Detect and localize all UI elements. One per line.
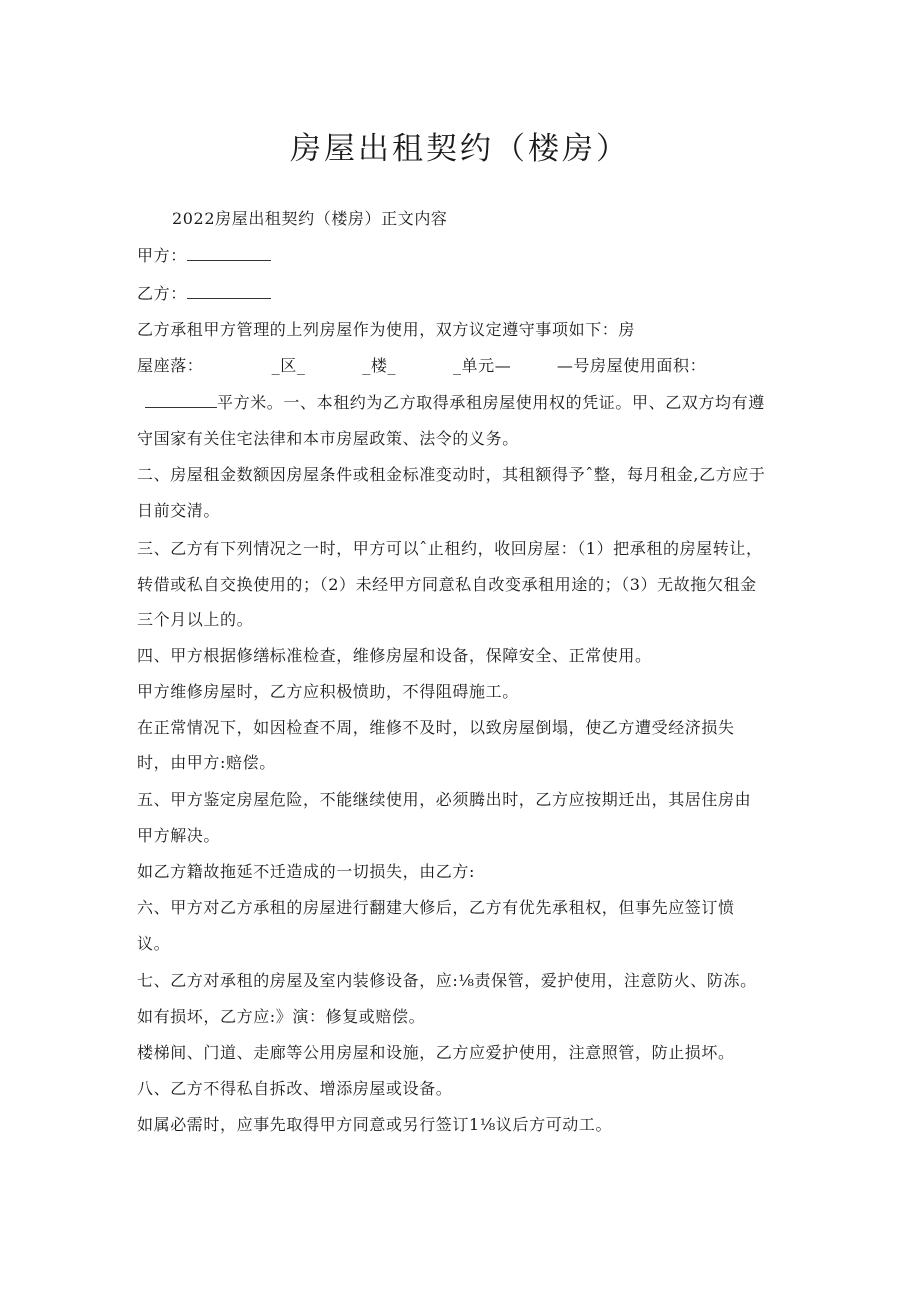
text-line: 如属必需时，应事先取得甲方同意或另行签订1⅛议后方可动工。 bbox=[137, 1115, 613, 1134]
party-a-blank bbox=[187, 246, 271, 261]
party-b-label: 乙方： bbox=[137, 284, 187, 303]
text-line: 六、甲方对乙方承租的房屋进行翻建大修后，乙方有优先承租权，但事先应签订愤 bbox=[137, 898, 735, 917]
party-b-blank bbox=[187, 284, 271, 299]
text-line: 转借或私自交换使用的；（2）未经甲方同意私自改变承租用途的；（3）无故拖欠租金 bbox=[137, 575, 757, 594]
party-a-label: 甲方： bbox=[137, 246, 187, 265]
text-line: 甲方解决。 bbox=[137, 826, 221, 845]
text-line: 四、甲方根据修缮标准检查，维修房屋和设备，保障安全、正常使用。 bbox=[137, 646, 652, 665]
address-line: 屋座落： _区_ _楼_ _单元— —号房屋使用面积： bbox=[137, 356, 707, 375]
area-blank bbox=[145, 393, 217, 408]
text-line: 在正常情况下，如因检查不周，维修不及时，以致房屋倒塌，使乙方遭受经济损失 bbox=[137, 718, 735, 737]
text-line: 七、乙方对承租的房屋及室内装修设备，应:⅛责保管，爱护使用，注意防火、防冻。 bbox=[137, 971, 757, 990]
text-line: 时，由甲方:赔偿。 bbox=[137, 753, 276, 772]
text-line: 八、乙方不得私自拆改、增添房屋或设备。 bbox=[137, 1079, 453, 1098]
text-line: 五、甲方鉴定房屋危险，不能继续使用，必须腾出时，乙方应按期迁出，其居住房由 bbox=[137, 790, 752, 809]
party-a-line bbox=[137, 245, 271, 267]
text-line: 日前交清。 bbox=[137, 501, 221, 520]
party-b-line bbox=[137, 283, 271, 305]
text-line: 乙方承租甲方管理的上列房屋作为使用，双方议定遵守事项如下：房 bbox=[137, 320, 636, 339]
text-line: 三个月以上的。 bbox=[137, 610, 254, 629]
text-line: 议。 bbox=[137, 934, 171, 953]
area-text: 平方米。一、本租约为乙方取得承租房屋使用权的凭证。甲、乙双方均有遵 bbox=[217, 393, 765, 412]
text-line: 二、房屋租金数额因房屋条件或租金标准变动时，其租额得予ˆ整，每月租金,乙方应于 bbox=[137, 465, 766, 484]
text-line: 如有损坏，乙方应:》演：修复或赔偿。 bbox=[137, 1007, 426, 1026]
document-title: 房屋出租契约（楼房） bbox=[290, 131, 630, 167]
text-line: 楼梯间、门道、走廊等公用房屋和设施，乙方应爱护使用，注意照管，防止损坏。 bbox=[137, 1043, 735, 1062]
area-line bbox=[145, 392, 765, 414]
text-line: 三、乙方有下列情况之一时，甲方可以ˆ止租约，收回房屋：（1）把承租的房屋转让， bbox=[137, 539, 763, 558]
text-line: 甲方维修房屋时，乙方应积极愤助，不得阻碍施工。 bbox=[137, 682, 519, 701]
text-line: 如乙方籍故拖延不迁造成的一切损失，由乙方: bbox=[137, 862, 475, 881]
subtitle-line: 2022房屋出租契约（楼房）正文内容 bbox=[172, 209, 448, 228]
text-line: 守国家有关住宅法律和本市房屋政策、法令的义务。 bbox=[137, 429, 519, 448]
